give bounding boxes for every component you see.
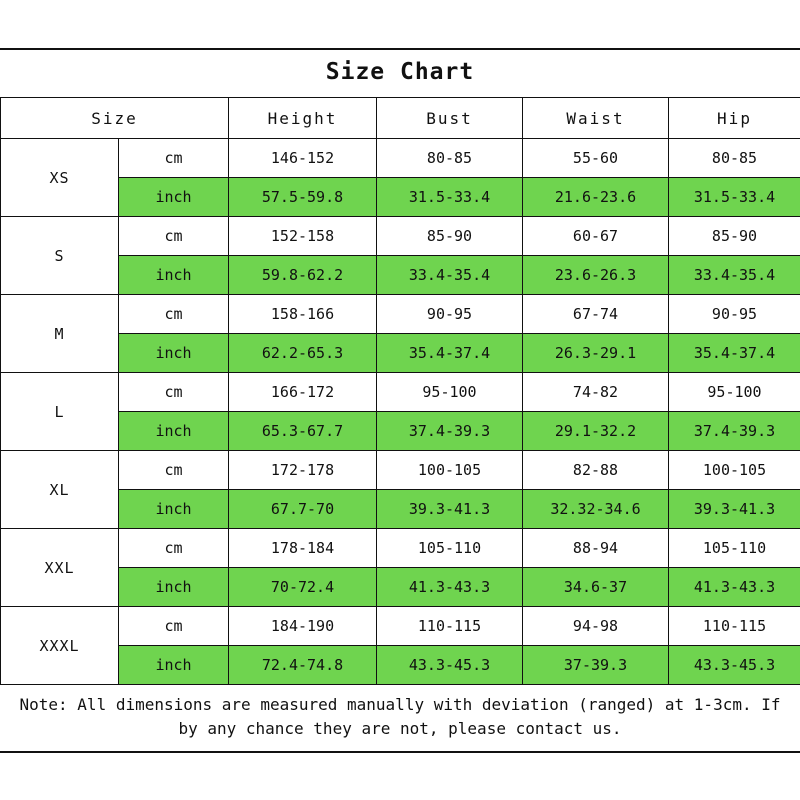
table-row (1, 412, 800, 451)
cell-bust: 31.5-33.4 (377, 178, 523, 217)
unit-label-cm: cm (119, 373, 229, 412)
cell-height: 158-166 (229, 295, 377, 334)
cell-height: 59.8-62.2 (229, 256, 377, 295)
cell-height: 65.3-67.7 (229, 412, 377, 451)
cell-hip: 100-105 (669, 451, 800, 490)
cell-height: 62.2-65.3 (229, 334, 377, 373)
cell-waist: 94-98 (523, 607, 669, 646)
cell-bust: 95-100 (377, 373, 523, 412)
table-row (1, 217, 800, 256)
size-label-xxl: XXL (1, 529, 119, 607)
measurement-note: Note: All dimensions are measured manually with deviation (ranged) at 1-3cm. If by any chance they are not, please contact us. (19, 695, 781, 738)
unit-label-cm: cm (119, 451, 229, 490)
table-row (1, 490, 800, 529)
cell-height: 152-158 (229, 217, 377, 256)
table-header-row (1, 98, 800, 139)
cell-waist: 82-88 (523, 451, 669, 490)
cell-hip: 105-110 (669, 529, 800, 568)
cell-bust: 37.4-39.3 (377, 412, 523, 451)
size-label-m: M (1, 295, 119, 373)
column-header-size: Size (1, 98, 229, 139)
table-row (1, 529, 800, 568)
column-header-height: Height (229, 98, 377, 139)
cell-waist: 37-39.3 (523, 646, 669, 685)
cell-height: 67.7-70 (229, 490, 377, 529)
cell-bust: 105-110 (377, 529, 523, 568)
column-header-hip: Hip (669, 98, 800, 139)
table-row (1, 334, 800, 373)
size-label-s: S (1, 217, 119, 295)
cell-bust: 33.4-35.4 (377, 256, 523, 295)
unit-label-inch: inch (119, 256, 229, 295)
cell-bust: 85-90 (377, 217, 523, 256)
unit-label-cm: cm (119, 295, 229, 334)
cell-hip: 110-115 (669, 607, 800, 646)
size-label-xs: XS (1, 139, 119, 217)
table-row (1, 646, 800, 685)
cell-hip: 41.3-43.3 (669, 568, 800, 607)
cell-hip: 31.5-33.4 (669, 178, 800, 217)
table-row (1, 256, 800, 295)
unit-label-inch: inch (119, 490, 229, 529)
cell-waist: 60-67 (523, 217, 669, 256)
cell-bust: 80-85 (377, 139, 523, 178)
cell-waist: 21.6-23.6 (523, 178, 669, 217)
table-row (1, 451, 800, 490)
table-row (1, 568, 800, 607)
cell-waist: 74-82 (523, 373, 669, 412)
unit-label-cm: cm (119, 217, 229, 256)
cell-waist: 32.32-34.6 (523, 490, 669, 529)
unit-label-inch: inch (119, 412, 229, 451)
cell-hip: 85-90 (669, 217, 800, 256)
cell-hip: 33.4-35.4 (669, 256, 800, 295)
cell-hip: 37.4-39.3 (669, 412, 800, 451)
unit-label-cm: cm (119, 529, 229, 568)
cell-bust: 41.3-43.3 (377, 568, 523, 607)
cell-waist: 23.6-26.3 (523, 256, 669, 295)
cell-bust: 100-105 (377, 451, 523, 490)
cell-height: 172-178 (229, 451, 377, 490)
cell-hip: 35.4-37.4 (669, 334, 800, 373)
table-row (1, 373, 800, 412)
cell-hip: 39.3-41.3 (669, 490, 800, 529)
size-chart-table (0, 97, 800, 685)
table-row (1, 178, 800, 217)
table-row (1, 295, 800, 334)
cell-bust: 43.3-45.3 (377, 646, 523, 685)
table-row (1, 139, 800, 178)
cell-waist: 34.6-37 (523, 568, 669, 607)
unit-label-inch: inch (119, 646, 229, 685)
size-label-l: L (1, 373, 119, 451)
table-row (1, 607, 800, 646)
column-header-bust: Bust (377, 98, 523, 139)
cell-waist: 88-94 (523, 529, 669, 568)
size-chart-container (0, 48, 800, 753)
cell-bust: 39.3-41.3 (377, 490, 523, 529)
cell-height: 184-190 (229, 607, 377, 646)
cell-waist: 26.3-29.1 (523, 334, 669, 373)
cell-height: 57.5-59.8 (229, 178, 377, 217)
cell-waist: 67-74 (523, 295, 669, 334)
unit-label-cm: cm (119, 607, 229, 646)
size-label-xxxl: XXXL (1, 607, 119, 685)
cell-height: 146-152 (229, 139, 377, 178)
unit-label-inch: inch (119, 568, 229, 607)
cell-waist: 55-60 (523, 139, 669, 178)
cell-waist: 29.1-32.2 (523, 412, 669, 451)
cell-hip: 43.3-45.3 (669, 646, 800, 685)
cell-height: 72.4-74.8 (229, 646, 377, 685)
chart-title: Size Chart (325, 59, 475, 85)
size-label-xl: XL (1, 451, 119, 529)
cell-bust: 35.4-37.4 (377, 334, 523, 373)
unit-label-cm: cm (119, 139, 229, 178)
cell-height: 70-72.4 (229, 568, 377, 607)
cell-bust: 90-95 (377, 295, 523, 334)
cell-hip: 90-95 (669, 295, 800, 334)
cell-bust: 110-115 (377, 607, 523, 646)
cell-height: 178-184 (229, 529, 377, 568)
cell-hip: 95-100 (669, 373, 800, 412)
unit-label-inch: inch (119, 178, 229, 217)
unit-label-inch: inch (119, 334, 229, 373)
cell-height: 166-172 (229, 373, 377, 412)
cell-hip: 80-85 (669, 139, 800, 178)
column-header-waist: Waist (523, 98, 669, 139)
